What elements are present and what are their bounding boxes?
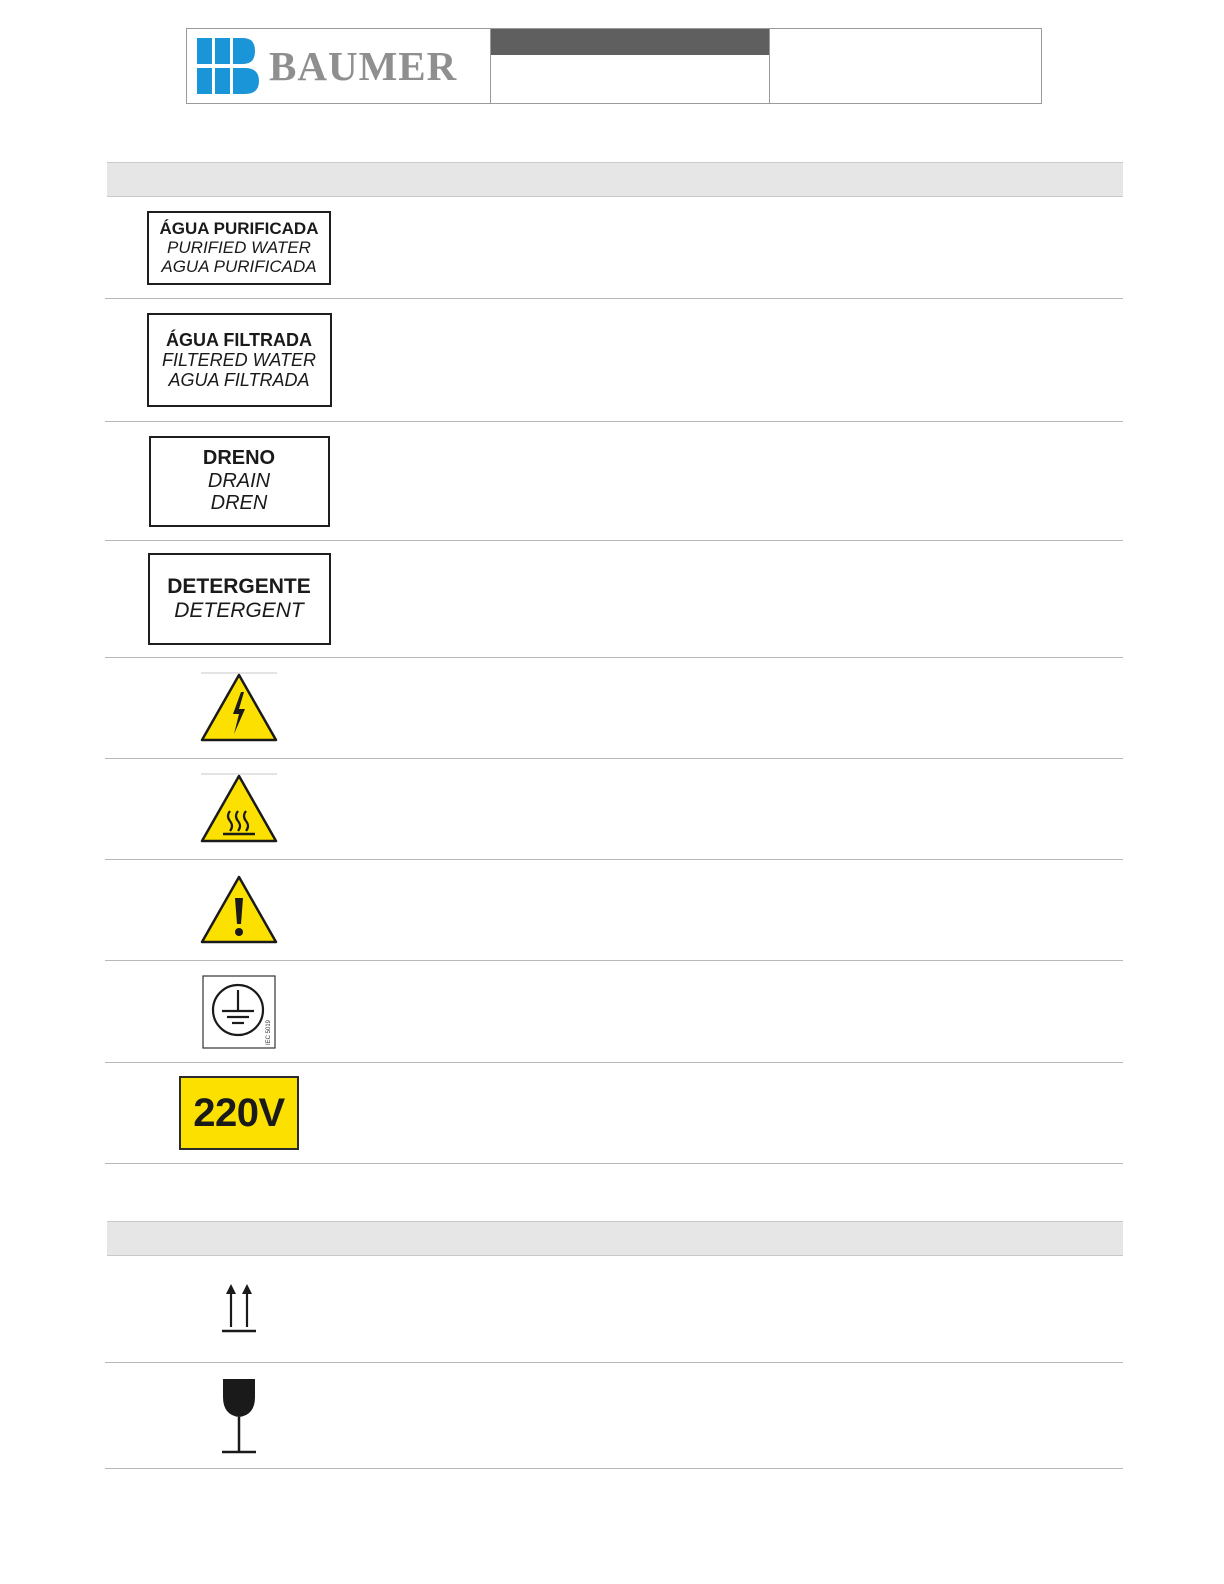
brand-name: BAUMER	[269, 42, 458, 89]
section-band-labels	[107, 162, 1123, 197]
hot-surface-warning-icon	[199, 773, 279, 845]
symbol-cell	[105, 961, 373, 1062]
iec-code: IEC 5019	[266, 1019, 272, 1045]
symbol-row	[105, 759, 1123, 860]
label-line-3: AGUA PURIFICADA	[161, 257, 317, 277]
logo-cell	[187, 29, 491, 103]
detergent-label	[148, 553, 331, 645]
symbol-cell	[105, 541, 373, 657]
document-header	[186, 28, 1042, 104]
label-line-2: FILTERED WATER	[161, 349, 316, 370]
symbol-cell	[105, 658, 373, 758]
voltage-220v-sign: 220V	[179, 1076, 299, 1150]
section-band-packaging	[107, 1221, 1123, 1256]
symbol-row	[105, 658, 1123, 759]
label-line-1: ÁGUA FILTRADA	[166, 329, 312, 350]
label-line-2: DETERGENT	[174, 599, 304, 622]
label-line-1: DRENO	[202, 447, 276, 470]
header-title-bar	[491, 29, 769, 55]
label-line-1: DETERGENTE	[167, 575, 311, 599]
symbol-row	[105, 961, 1123, 1063]
symbol-cell	[105, 1063, 373, 1163]
symbol-cell	[105, 422, 373, 540]
symbol-row	[105, 1363, 1123, 1469]
purified-water-label	[147, 211, 331, 285]
label-line-3: AGUA FILTRADA	[168, 370, 310, 391]
symbol-cell	[105, 299, 373, 421]
header-title-cell	[491, 29, 770, 103]
symbol-row	[105, 541, 1123, 658]
symbol-cell	[105, 860, 373, 960]
symbol-cell	[105, 759, 373, 859]
symbol-cell	[105, 1363, 373, 1468]
symbol-cell	[105, 197, 373, 298]
symbol-row	[105, 860, 1123, 961]
label-line-2: DRAIN	[207, 469, 271, 492]
drain-label	[149, 436, 330, 527]
protective-earth-ground-icon	[202, 975, 276, 1049]
label-line-1: ÁGUA PURIFICADA	[159, 218, 319, 238]
header-info-cell	[770, 29, 1041, 103]
fragile-glass-icon	[219, 1377, 259, 1455]
label-line-3: DREN	[210, 492, 268, 515]
filtered-water-label	[147, 313, 332, 407]
symbol-row	[105, 1063, 1123, 1164]
electrical-hazard-warning-icon	[199, 672, 279, 744]
symbol-row	[105, 299, 1123, 422]
symbol-row	[105, 1256, 1123, 1363]
symbol-row	[105, 197, 1123, 299]
general-warning-icon	[199, 874, 279, 946]
baumer-logo-icon	[197, 38, 259, 94]
label-line-2: PURIFIED WATER	[167, 237, 311, 257]
this-side-up-arrows-icon	[219, 1283, 259, 1335]
symbol-row	[105, 422, 1123, 541]
symbol-cell	[105, 1256, 373, 1362]
